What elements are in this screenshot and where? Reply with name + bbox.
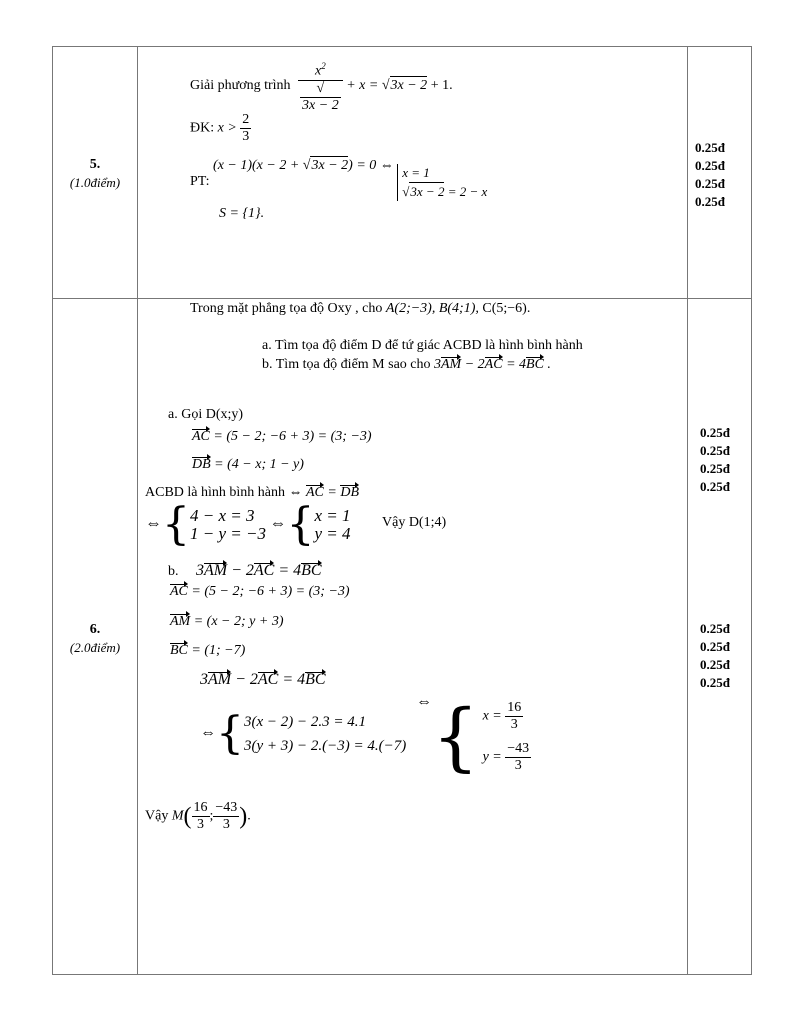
q6-sol-b-label: b. [168,564,179,579]
q5-equation: PT: (x − 1)(x − 2 + √3x − 2) = 0 ⇔ x = 1 √3x − 2 = 2 − x [190,158,488,199]
conclusion-b-prefix: Vậy [145,808,169,824]
q6-sol-b-header: b. 3AM − 2AC = 4BC [168,562,322,579]
question-points: (2.0điểm) [69,640,121,655]
q5-statement: Giải phương trình $x^2$ √ 3x − 2 + x = √3x − 2 + 1. [190,58,453,114]
q6-intro-text: Trong mặt phẳng tọa độ Oxy , cho [190,301,383,316]
row-divider [53,298,751,299]
score: 0.25đ [700,675,730,690]
q5-case-bracket: x = 1 √3x − 2 = 2 − x [397,164,487,201]
column-divider [687,47,688,974]
q5-fraction: $x^2$ √ 3x − 2 [298,58,343,114]
score: 0.25đ [700,479,730,494]
q6-intro: Trong mặt phẳng tọa độ Oxy , cho A(2;−3), B(4;1), C(5;−6). [190,301,531,316]
vector-bc-line: BC = (1; −7) [170,643,246,658]
system-a: ⇔{ 4 − x = 3 1 − y = −3 ⇔{ x = 1 y = 4 Vậy D(1;4) [145,499,447,550]
q5-statement-prefix: Giải phương trình [190,78,291,94]
question-number: 6. [89,622,101,637]
score: 0.25đ [700,461,730,476]
condition-fraction: $\frac{2}{3}$ [242,112,250,144]
q5-condition: ĐK: x > $\frac{2}{3}$ [190,112,250,144]
q5-pt-label: PT: [190,174,210,189]
parallelogram-line: ACBD là hình bình hành ⇔ AC = DB [145,485,360,500]
vector-equation-line: 3AM − 2AC = 4BC [200,671,326,688]
vector-ac-line-b: AC = (5 − 2; −6 + 3) = (3; −3) [170,584,350,599]
score: 0.25đ [700,657,730,672]
q6-part-b-text: b. Tìm tọa độ điểm M sao cho [262,357,431,372]
score: 0.25đ [700,425,730,440]
score: 0.25đ [700,621,730,636]
q5-dk-label: ĐK: [190,120,215,136]
conclusion-b: Vậy M( $\frac{16}{3}$ ; $\frac{-43}{3}$ ). [145,800,251,832]
question-5-label [52,156,138,192]
question-points: (1.0điểm) [69,175,121,190]
score: 0.25đ [695,194,725,209]
conclusion-a: Vậy D(1;4) [382,515,447,531]
score: 0.25đ [700,639,730,654]
question-6-label [52,621,138,657]
vector-ac-line: AC = (5 − 2; −6 + 3) = (3; −3) [192,429,372,444]
score: 0.25đ [695,176,725,191]
score: 0.25đ [695,158,725,173]
system-b: ⇔{ 3(x − 2) − 2.3 = 4.1 3(y + 3) − 2.(−3) = 4.(−7) [200,708,407,759]
vector-db-line: DB = (4 − x; 1 − y) [192,457,304,472]
q5-solution: S = {1}. [219,206,265,221]
parallelogram-text: ACBD là hình bình hành ⇔ [145,485,303,500]
system-b-result: ⇔{ x = $\frac{16}{3}$ y = $\frac{-43}{3}$ [416,693,530,780]
q6-sol-a-label: a. Gọi D(x;y) [168,407,244,422]
q6-part-b-task: b. Tìm tọa độ điểm M sao cho 3AM − 2AC = 4BC . [262,357,551,372]
vector-am-line: AM = (x − 2; y + 3) [170,614,284,629]
score: 0.25đ [700,443,730,458]
q6-part-a-task: a. Tìm tọa độ điểm D để tứ giác ACBD là hình bình hành [262,338,583,353]
score: 0.25đ [695,140,725,155]
question-number: 5. [89,157,101,172]
